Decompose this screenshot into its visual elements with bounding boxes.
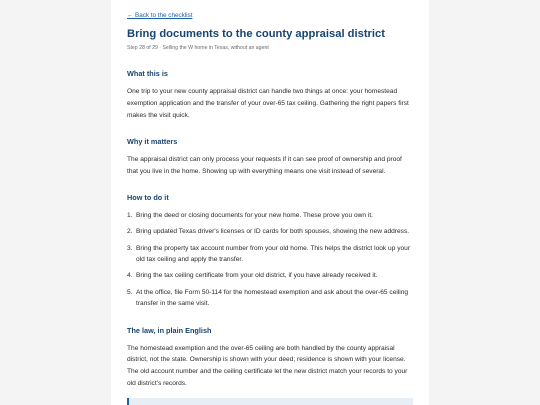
step-item	[127, 270, 413, 282]
step-item	[127, 243, 413, 266]
section-heading-law: The law, in plain English	[127, 325, 212, 335]
step-number: 3.	[127, 244, 133, 252]
section-heading-what: What this is	[127, 69, 168, 79]
step-item	[127, 210, 413, 222]
step-text: Bring the deed or closing documents for your new home. These prove you own it.	[136, 212, 374, 220]
step-item	[127, 226, 413, 238]
step-number: 1.	[127, 212, 133, 220]
step-number: 4.	[127, 272, 133, 280]
step-indicator: Step 28 of 29 · Selling the W home in Texas, without an agent	[127, 45, 269, 52]
callout-box	[127, 398, 413, 405]
section-body-why: The appraisal district can only process your requests if it can see proof of ownership and proof that you live in the home. Showing up with everything means one visit instead of several.	[127, 156, 402, 175]
step-text: Bring updated Texas driver's licenses or ID cards for both spouses, showing the new address.	[136, 228, 410, 236]
back-to-checklist-link[interactable]: ← Back to the checklist	[127, 12, 193, 19]
step-text: Bring the property tax account number from your old home. This helps the district look up your old tax ceiling and apply the transfer.	[136, 244, 411, 264]
page-title: Bring documents to the county appraisal district	[127, 28, 385, 40]
section-body-law: The homestead exemption and the over-65 ceiling are both handled by the county appraisal district, not the state. Ownership is shown with your deed; residence is shown with your license. The old account number and the ceiling certificate let the new district match your records to your old district's records.	[127, 344, 408, 387]
step-number: 5.	[127, 288, 133, 296]
section-heading-how: How to do it	[127, 193, 169, 203]
step-item	[127, 287, 413, 310]
section-law-plain-english	[127, 326, 413, 389]
steps-list	[127, 210, 413, 310]
step-text: Bring the tax ceiling certificate from your old district, if you have already received it.	[136, 272, 378, 280]
section-why-it-matters	[127, 137, 413, 177]
section-how-to-do-it	[127, 193, 413, 310]
step-number: 2.	[127, 228, 133, 236]
step-text: At the office, file Form 50-114 for the homestead exemption and ask about the over-65 ceiling transfer in the same visit.	[136, 288, 409, 308]
section-heading-why: Why it matters	[127, 137, 178, 147]
section-what-this-is	[127, 69, 413, 121]
content-page	[111, 0, 429, 405]
section-body-what: One trip to your new county appraisal district can handle two things at once: your homestead exemption application and the transfer of your over-65 tax ceiling. Gathering the right papers first makes the visit quick.	[127, 88, 409, 119]
